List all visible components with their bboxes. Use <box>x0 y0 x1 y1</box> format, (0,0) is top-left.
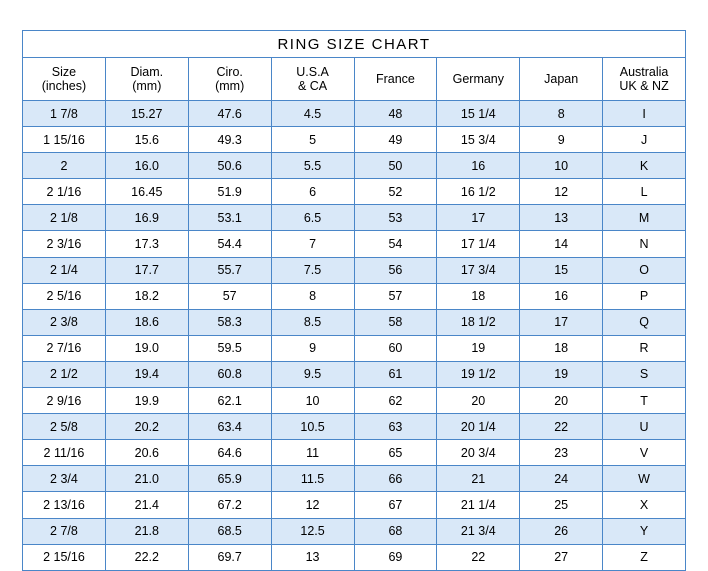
cell-r5-c0: 2 3/16 <box>23 231 106 257</box>
cell-r1-c5: 15 3/4 <box>437 127 520 153</box>
cell-r5-c3: 7 <box>271 231 354 257</box>
cell-r14-c2: 65.9 <box>188 466 271 492</box>
column-header-1 <box>105 58 188 101</box>
cell-r7-c6: 16 <box>520 283 603 309</box>
cell-r12-c3: 10.5 <box>271 414 354 440</box>
cell-r5-c2: 54.4 <box>188 231 271 257</box>
cell-r12-c5: 20 1/4 <box>437 414 520 440</box>
cell-r2-c0: 2 <box>23 153 106 179</box>
cell-r10-c4: 61 <box>354 361 437 387</box>
cell-r7-c4: 57 <box>354 283 437 309</box>
cell-r1-c4: 49 <box>354 127 437 153</box>
table-row <box>23 388 686 414</box>
chart-title: RING SIZE CHART <box>23 31 686 58</box>
cell-r1-c1: 15.6 <box>105 127 188 153</box>
cell-r1-c3: 5 <box>271 127 354 153</box>
table-row <box>23 309 686 335</box>
cell-r6-c5: 17 3/4 <box>437 257 520 283</box>
cell-r17-c3: 13 <box>271 544 354 570</box>
cell-r2-c4: 50 <box>354 153 437 179</box>
cell-r6-c1: 17.7 <box>105 257 188 283</box>
cell-r10-c6: 19 <box>520 361 603 387</box>
cell-r14-c5: 21 <box>437 466 520 492</box>
cell-r4-c5: 17 <box>437 205 520 231</box>
table-row <box>23 361 686 387</box>
column-header-line: Germany <box>452 72 505 86</box>
cell-r15-c6: 25 <box>520 492 603 518</box>
cell-r15-c0: 2 13/16 <box>23 492 106 518</box>
cell-r6-c2: 55.7 <box>188 257 271 283</box>
cell-r4-c6: 13 <box>520 205 603 231</box>
cell-r14-c6: 24 <box>520 466 603 492</box>
cell-r15-c3: 12 <box>271 492 354 518</box>
cell-r8-c0: 2 3/8 <box>23 309 106 335</box>
column-header-line: Size <box>51 65 77 79</box>
cell-r8-c4: 58 <box>354 309 437 335</box>
cell-r10-c3: 9.5 <box>271 361 354 387</box>
cell-r7-c0: 2 5/16 <box>23 283 106 309</box>
cell-r8-c5: 18 1/2 <box>437 309 520 335</box>
table-row <box>23 231 686 257</box>
cell-r6-c7: O <box>603 257 686 283</box>
cell-r0-c0: 1 7/8 <box>23 101 106 127</box>
cell-r3-c1: 16.45 <box>105 179 188 205</box>
cell-r4-c1: 16.9 <box>105 205 188 231</box>
cell-r11-c4: 62 <box>354 388 437 414</box>
cell-r4-c7: M <box>603 205 686 231</box>
cell-r9-c6: 18 <box>520 335 603 361</box>
column-header-line: UK & NZ <box>619 79 669 93</box>
cell-r13-c5: 20 3/4 <box>437 440 520 466</box>
cell-r3-c6: 12 <box>520 179 603 205</box>
cell-r16-c6: 26 <box>520 518 603 544</box>
table-row <box>23 492 686 518</box>
cell-r4-c4: 53 <box>354 205 437 231</box>
cell-r5-c7: N <box>603 231 686 257</box>
cell-r9-c0: 2 7/16 <box>23 335 106 361</box>
cell-r3-c4: 52 <box>354 179 437 205</box>
table-title-row <box>23 31 686 58</box>
cell-r2-c5: 16 <box>437 153 520 179</box>
cell-r14-c1: 21.0 <box>105 466 188 492</box>
cell-r8-c3: 8.5 <box>271 309 354 335</box>
cell-r13-c1: 20.6 <box>105 440 188 466</box>
column-header-2 <box>188 58 271 101</box>
cell-r6-c3: 7.5 <box>271 257 354 283</box>
cell-r3-c3: 6 <box>271 179 354 205</box>
cell-r15-c1: 21.4 <box>105 492 188 518</box>
cell-r5-c6: 14 <box>520 231 603 257</box>
cell-r1-c0: 1 15/16 <box>23 127 106 153</box>
cell-r15-c5: 21 1/4 <box>437 492 520 518</box>
cell-r11-c5: 20 <box>437 388 520 414</box>
cell-r11-c0: 2 9/16 <box>23 388 106 414</box>
cell-r9-c2: 59.5 <box>188 335 271 361</box>
table-row <box>23 544 686 570</box>
column-header-7 <box>603 58 686 101</box>
cell-r7-c7: P <box>603 283 686 309</box>
cell-r14-c7: W <box>603 466 686 492</box>
cell-r0-c6: 8 <box>520 101 603 127</box>
cell-r9-c3: 9 <box>271 335 354 361</box>
table-row <box>23 153 686 179</box>
cell-r2-c7: K <box>603 153 686 179</box>
cell-r8-c7: Q <box>603 309 686 335</box>
cell-r14-c3: 11.5 <box>271 466 354 492</box>
cell-r10-c2: 60.8 <box>188 361 271 387</box>
column-header-5 <box>437 58 520 101</box>
cell-r0-c3: 4.5 <box>271 101 354 127</box>
cell-r2-c6: 10 <box>520 153 603 179</box>
cell-r13-c0: 2 11/16 <box>23 440 106 466</box>
cell-r0-c7: I <box>603 101 686 127</box>
cell-r9-c1: 19.0 <box>105 335 188 361</box>
table-header-row <box>23 58 686 101</box>
column-header-line: & CA <box>297 79 328 93</box>
cell-r17-c6: 27 <box>520 544 603 570</box>
cell-r1-c2: 49.3 <box>188 127 271 153</box>
cell-r2-c3: 5.5 <box>271 153 354 179</box>
cell-r15-c4: 67 <box>354 492 437 518</box>
table-row <box>23 518 686 544</box>
cell-r12-c1: 20.2 <box>105 414 188 440</box>
cell-r16-c0: 2 7/8 <box>23 518 106 544</box>
cell-r0-c2: 47.6 <box>188 101 271 127</box>
cell-r0-c5: 15 1/4 <box>437 101 520 127</box>
cell-r12-c6: 22 <box>520 414 603 440</box>
cell-r12-c7: U <box>603 414 686 440</box>
cell-r8-c2: 58.3 <box>188 309 271 335</box>
column-header-line: (mm) <box>215 79 245 93</box>
cell-r16-c2: 68.5 <box>188 518 271 544</box>
cell-r17-c1: 22.2 <box>105 544 188 570</box>
cell-r7-c3: 8 <box>271 283 354 309</box>
cell-r12-c0: 2 5/8 <box>23 414 106 440</box>
cell-r17-c4: 69 <box>354 544 437 570</box>
cell-r14-c0: 2 3/4 <box>23 466 106 492</box>
cell-r13-c2: 64.6 <box>188 440 271 466</box>
cell-r9-c5: 19 <box>437 335 520 361</box>
cell-r0-c1: 15.27 <box>105 101 188 127</box>
table-row <box>23 101 686 127</box>
cell-r10-c0: 2 1/2 <box>23 361 106 387</box>
table-row <box>23 283 686 309</box>
cell-r8-c6: 17 <box>520 309 603 335</box>
cell-r4-c3: 6.5 <box>271 205 354 231</box>
cell-r5-c4: 54 <box>354 231 437 257</box>
cell-r5-c5: 17 1/4 <box>437 231 520 257</box>
cell-r15-c7: X <box>603 492 686 518</box>
table-row <box>23 205 686 231</box>
cell-r13-c6: 23 <box>520 440 603 466</box>
column-header-line: Australia <box>619 65 669 79</box>
cell-r17-c7: Z <box>603 544 686 570</box>
cell-r17-c0: 2 15/16 <box>23 544 106 570</box>
cell-r2-c2: 50.6 <box>188 153 271 179</box>
cell-r10-c1: 19.4 <box>105 361 188 387</box>
cell-r5-c1: 17.3 <box>105 231 188 257</box>
cell-r3-c7: L <box>603 179 686 205</box>
cell-r4-c0: 2 1/8 <box>23 205 106 231</box>
cell-r15-c2: 67.2 <box>188 492 271 518</box>
cell-r12-c4: 63 <box>354 414 437 440</box>
cell-r17-c5: 22 <box>437 544 520 570</box>
cell-r16-c3: 12.5 <box>271 518 354 544</box>
cell-r3-c2: 51.9 <box>188 179 271 205</box>
cell-r7-c5: 18 <box>437 283 520 309</box>
cell-r7-c1: 18.2 <box>105 283 188 309</box>
cell-r6-c0: 2 1/4 <box>23 257 106 283</box>
cell-r9-c7: R <box>603 335 686 361</box>
cell-r17-c2: 69.7 <box>188 544 271 570</box>
cell-r4-c2: 53.1 <box>188 205 271 231</box>
cell-r11-c3: 10 <box>271 388 354 414</box>
cell-r10-c5: 19 1/2 <box>437 361 520 387</box>
column-header-line: Japan <box>544 72 579 86</box>
cell-r7-c2: 57 <box>188 283 271 309</box>
cell-r16-c7: Y <box>603 518 686 544</box>
table-row <box>23 127 686 153</box>
cell-r13-c7: V <box>603 440 686 466</box>
table-row <box>23 414 686 440</box>
column-header-line: Ciro. <box>216 65 243 79</box>
ring-size-chart-table <box>22 30 686 571</box>
table-row <box>23 179 686 205</box>
cell-r8-c1: 18.6 <box>105 309 188 335</box>
column-header-4 <box>354 58 437 101</box>
table-row <box>23 257 686 283</box>
cell-r9-c4: 60 <box>354 335 437 361</box>
table-row <box>23 335 686 361</box>
column-header-line: Diam. <box>130 65 164 79</box>
table-row <box>23 440 686 466</box>
column-header-6 <box>520 58 603 101</box>
cell-r0-c4: 48 <box>354 101 437 127</box>
cell-r14-c4: 66 <box>354 466 437 492</box>
table-body <box>23 31 686 571</box>
cell-r3-c5: 16 1/2 <box>437 179 520 205</box>
cell-r13-c4: 65 <box>354 440 437 466</box>
cell-r12-c2: 63.4 <box>188 414 271 440</box>
cell-r16-c5: 21 3/4 <box>437 518 520 544</box>
cell-r11-c2: 62.1 <box>188 388 271 414</box>
column-header-line: U.S.A <box>296 65 329 79</box>
cell-r11-c7: T <box>603 388 686 414</box>
column-header-line: France <box>375 72 415 86</box>
cell-r10-c7: S <box>603 361 686 387</box>
table-row <box>23 466 686 492</box>
cell-r1-c7: J <box>603 127 686 153</box>
column-header-line: (inches) <box>41 79 87 93</box>
cell-r16-c1: 21.8 <box>105 518 188 544</box>
cell-r16-c4: 68 <box>354 518 437 544</box>
column-header-0 <box>23 58 106 101</box>
column-header-line: (mm) <box>132 79 162 93</box>
cell-r6-c6: 15 <box>520 257 603 283</box>
cell-r11-c1: 19.9 <box>105 388 188 414</box>
cell-r1-c6: 9 <box>520 127 603 153</box>
cell-r13-c3: 11 <box>271 440 354 466</box>
cell-r2-c1: 16.0 <box>105 153 188 179</box>
column-header-3 <box>271 58 354 101</box>
cell-r11-c6: 20 <box>520 388 603 414</box>
cell-r6-c4: 56 <box>354 257 437 283</box>
cell-r3-c0: 2 1/16 <box>23 179 106 205</box>
